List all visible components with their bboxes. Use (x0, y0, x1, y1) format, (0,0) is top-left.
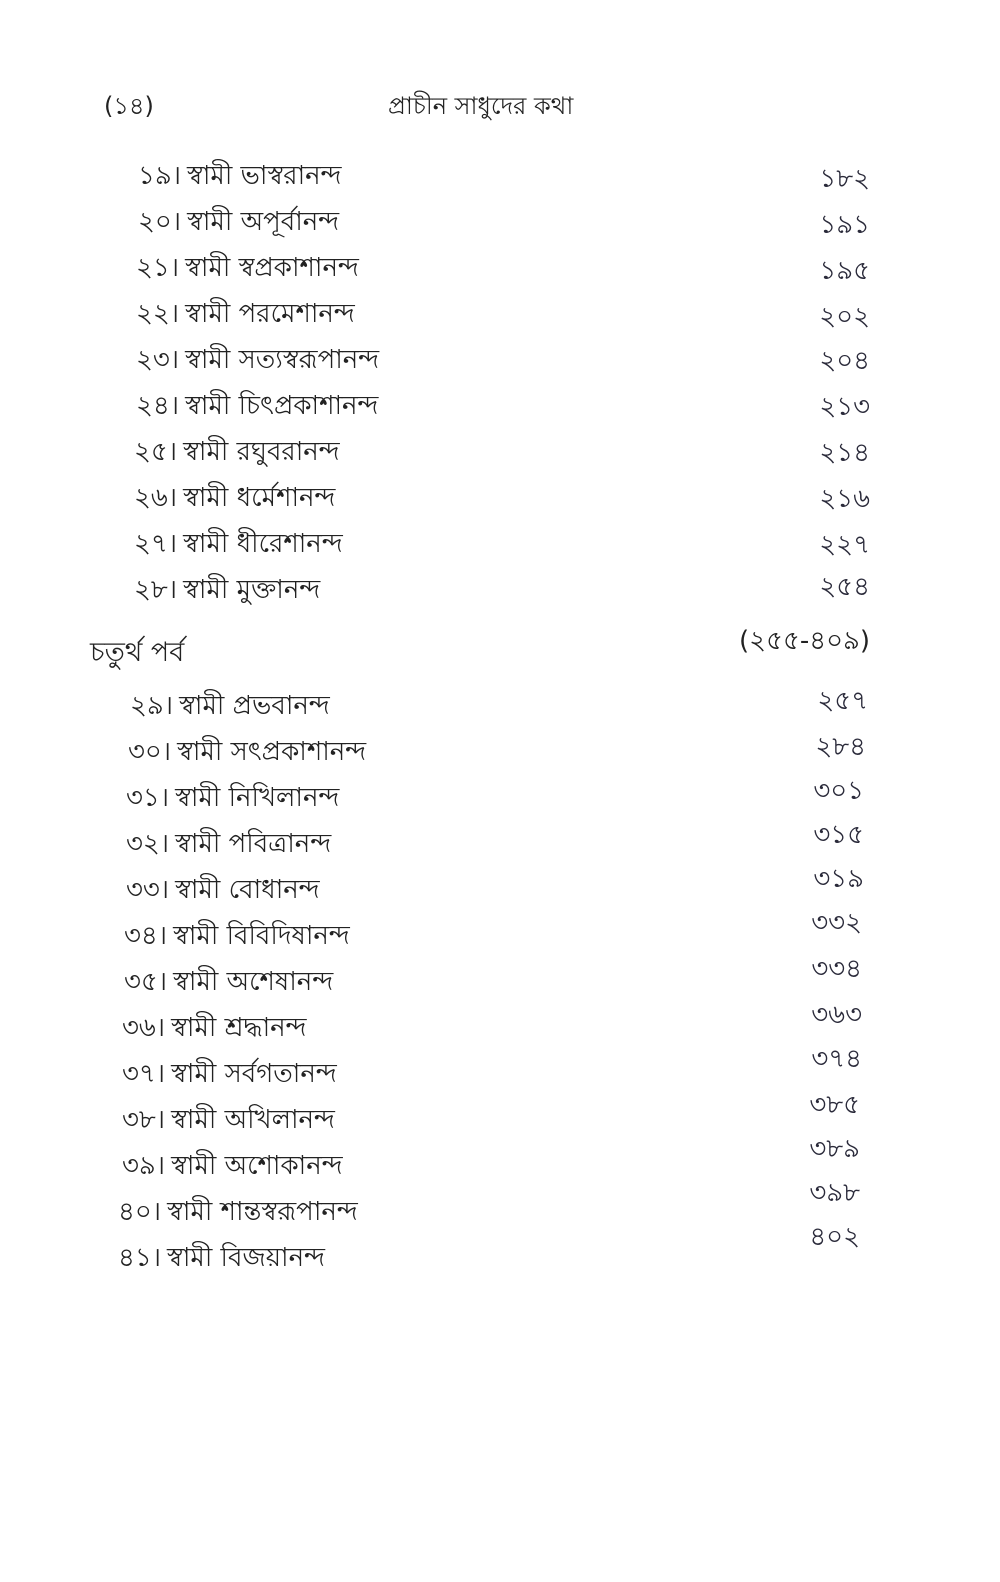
entry-page-number: ১৮২ (819, 164, 870, 194)
entry-page-number: ৩১৫ (813, 820, 864, 850)
toc-entry (138, 160, 342, 194)
entry-number: ৩৮। (122, 1105, 166, 1135)
entry-name: স্বামী বিজয়ানন্দ (167, 1243, 325, 1273)
entry-name: স্বামী নিখিলানন্দ (175, 783, 340, 813)
toc-entry (122, 1058, 337, 1092)
entry-name: স্বামী ধর্মেশানন্দ (183, 483, 336, 513)
entry-name: স্বামী মুক্তানন্দ (183, 575, 321, 605)
section-page-range: (২৫৫-৪০৯) (739, 626, 870, 656)
toc-entry (136, 298, 355, 332)
entry-name: স্বামী শ্রদ্ধানন্দ (171, 1013, 307, 1043)
entry-number: ৩০। (128, 737, 172, 767)
entry-page-number: ৩৮৯ (809, 1134, 860, 1164)
entry-name: স্বামী পরমেশানন্দ (185, 299, 355, 329)
toc-entry (122, 1150, 343, 1184)
toc-entry (126, 782, 339, 816)
section-heading: চতুর্থ পর্ব (90, 637, 185, 668)
toc-entry (134, 436, 340, 470)
entry-name: স্বামী শান্তস্বরূপানন্দ (167, 1197, 358, 1227)
toc-entry (134, 528, 343, 562)
toc-entry (122, 1012, 307, 1046)
entry-page-number: ২১৩ (819, 392, 870, 422)
toc-entry (124, 966, 333, 1000)
entry-page-number: ২০২ (819, 302, 870, 332)
entry-name: স্বামী বোধানন্দ (175, 875, 320, 905)
entry-number: ২০। (138, 207, 182, 237)
entry-page-number: ৩৬৩ (811, 1000, 862, 1030)
entry-page-number: ১৯৫ (819, 256, 870, 286)
entry-number: ২২। (136, 299, 180, 329)
entry-page-number: ৪০২ (809, 1222, 860, 1252)
entry-name: স্বামী সৎপ্রকাশানন্দ (177, 737, 367, 767)
entry-page-number: ২১৬ (819, 484, 870, 514)
toc-entry (126, 828, 331, 862)
toc-entry (130, 690, 330, 724)
page-number: (১৪) (104, 92, 154, 120)
entry-number: ৩১। (126, 783, 170, 813)
entry-number: ২৬। (134, 483, 178, 513)
toc-entry (136, 344, 379, 378)
entry-number: ৩৬। (122, 1013, 166, 1043)
entry-number: ১৯। (138, 161, 182, 191)
entry-number: ২৪। (136, 391, 180, 421)
entry-number: ৩২। (126, 829, 170, 859)
entry-number: ২৫। (134, 437, 178, 467)
entry-page-number: ৩৩৪ (811, 954, 862, 984)
entry-page-number: ৩৯৮ (809, 1178, 860, 1208)
entry-page-number: ৩১৯ (813, 864, 864, 894)
entry-page-number: ২১৪ (819, 438, 870, 468)
toc-entry (118, 1196, 358, 1230)
entry-number: ২৭। (134, 529, 178, 559)
entry-page-number: ৩৮৫ (809, 1090, 860, 1120)
entry-number: ২৩। (136, 345, 180, 375)
entry-name: স্বামী বিবিদিষানন্দ (173, 921, 350, 951)
entry-page-number: ২৫৪ (819, 572, 870, 602)
entry-name: স্বামী ভাস্বরানন্দ (187, 161, 342, 191)
running-title: প্রাচীন সাধুদের কথা (388, 92, 574, 120)
entry-page-number: ২৫৭ (817, 686, 868, 716)
entry-name: স্বামী রঘুবরানন্দ (183, 437, 340, 467)
entry-page-number: ৩৩২ (811, 908, 862, 938)
entry-page-number: ৩৭৪ (811, 1044, 862, 1074)
entry-page-number: ১৯১ (819, 210, 870, 240)
toc-entry (138, 206, 339, 240)
entry-number: ২৯। (130, 691, 174, 721)
entry-number: ৩৭। (122, 1059, 166, 1089)
entry-number: ২৮। (134, 575, 178, 605)
entry-number: ৪১। (118, 1243, 162, 1273)
entry-number: ৪০। (118, 1197, 162, 1227)
entry-number: ২১। (136, 253, 180, 283)
entry-page-number: ৩০১ (813, 776, 864, 806)
entry-page-number: ২২৭ (819, 530, 870, 560)
entry-page-number: ২০৪ (819, 346, 870, 376)
entry-name: স্বামী অশোকানন্দ (171, 1151, 343, 1181)
entry-name: স্বামী প্রভবানন্দ (179, 691, 330, 721)
toc-entry (124, 920, 350, 954)
entry-name: স্বামী স্বপ্রকাশানন্দ (185, 253, 359, 283)
toc-entry (134, 574, 320, 608)
toc-entry (136, 252, 359, 286)
entry-number: ৩৯। (122, 1151, 166, 1181)
entry-name: স্বামী সর্বগতানন্দ (171, 1059, 337, 1089)
toc-entry (136, 390, 378, 424)
entry-number: ৩৩। (126, 875, 170, 905)
toc-entry (122, 1104, 335, 1138)
entry-name: স্বামী অখিলানন্দ (171, 1105, 335, 1135)
entry-name: স্বামী ধীরেশানন্দ (183, 529, 343, 559)
entry-name: স্বামী চিৎপ্রকাশানন্দ (185, 391, 379, 421)
entry-name: স্বামী পবিত্রানন্দ (175, 829, 332, 859)
toc-entry (128, 736, 366, 770)
entry-page-number: ২৮৪ (815, 732, 866, 762)
toc-entry (118, 1242, 325, 1276)
entry-name: স্বামী সত্যস্বরূপানন্দ (185, 345, 380, 375)
toc-entry (126, 874, 320, 908)
entry-number: ৩৪। (124, 921, 168, 951)
entry-name: স্বামী অশেষানন্দ (173, 967, 334, 997)
toc-entry (134, 482, 335, 516)
entry-number: ৩৫। (124, 967, 168, 997)
entry-name: স্বামী অপূর্বানন্দ (187, 207, 340, 237)
